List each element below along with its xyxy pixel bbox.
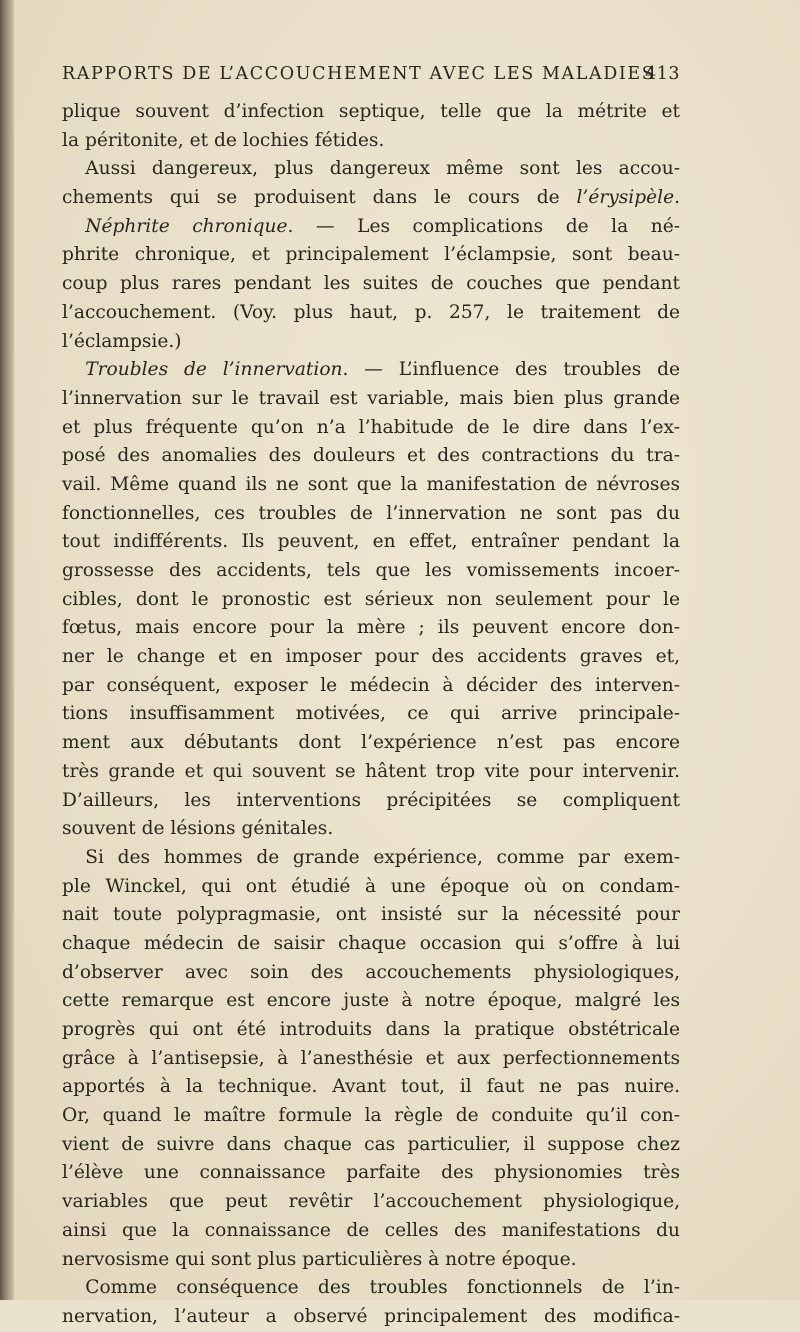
text-line: vient de suivre dans chaque cas particulier, il suppose chez xyxy=(62,1133,680,1155)
text-line: et plus fréquente qu’on n’a l’habitude de le dire dans l’ex- xyxy=(62,416,680,438)
text-line: l’innervation sur le travail est variable, mais bien plus grande xyxy=(62,387,680,409)
text-line: Si des hommes de grande expérience, comme par exem- xyxy=(85,846,680,868)
section-heading: Troubles de l’innervation xyxy=(85,359,343,381)
body-text xyxy=(62,98,680,1332)
text-line: la péritonite, et de lochies fétides. xyxy=(62,129,385,151)
text-line: chaque médecin de saisir chaque occasion qui s’offre à lui xyxy=(62,932,680,954)
text-line: d’observer avec soin des accouchements physiologiques, xyxy=(62,961,680,983)
text-line: coup plus rares pendant les suites de couches que pendant xyxy=(62,273,680,295)
text-line: l’éclampsie.) xyxy=(62,330,182,352)
text-line: tions insuffisamment motivées, ce qui arrive principale- xyxy=(62,703,680,725)
text-line: nervosisme qui sont plus particulières à notre époque. xyxy=(62,1248,577,1270)
text-line: chements qui se produisent dans le cours de l’érysipèle. xyxy=(62,187,680,209)
text-line: ple Winckel, qui ont étudié à une époque où on condam- xyxy=(62,875,680,897)
text-line: Or, quand le maître formule la règle de conduite qu’il con- xyxy=(62,1105,680,1127)
text-line: par conséquent, exposer le médecin à décider des interven- xyxy=(62,674,680,696)
text-line: fonctionnelles, ces troubles de l’innervation ne sont pas du xyxy=(62,502,680,524)
text-line: nervation, l’auteur a observé principalement des modifica- xyxy=(62,1305,680,1327)
emphasis-term: l’érysipèle xyxy=(576,187,675,209)
text-line: cette remarque est encore juste à notre époque, malgré les xyxy=(62,990,680,1012)
text-line: nait toute polypragmasie, ont insisté sur la nécessité pour xyxy=(62,904,680,926)
section-heading-line: Troubles de l’innervation. — L’influence des troubles de xyxy=(85,359,680,381)
text-line: ainsi que la connaissance de celles des manifestations du xyxy=(62,1219,680,1241)
text-line: fœtus, mais encore pour la mère ; ils peuvent encore don- xyxy=(62,617,680,639)
running-head-title: RAPPORTS DE L’ACCOUCHEMENT AVEC LES MALADIES xyxy=(62,64,656,84)
text-line: posé des anomalies des douleurs et des contractions du tra- xyxy=(62,445,680,467)
text-line: vail. Même quand ils ne sont que la manifestation de névroses xyxy=(62,473,680,495)
text-line: apportés à la technique. Avant tout, il faut ne pas nuire. xyxy=(62,1076,680,1098)
running-head xyxy=(62,64,680,90)
text-line: souvent de lésions génitales. xyxy=(62,818,334,840)
text-line: cibles, dont le pronostic est sérieux non seulement pour le xyxy=(62,588,680,610)
text-line: l’accouchement. (Voy. plus haut, p. 257, le traitement de xyxy=(62,301,680,323)
text-line: grâce à l’antisepsie, à l’anesthésie et aux perfectionnements xyxy=(62,1047,680,1069)
text-line: Comme conséquence des troubles fonctionnels de l’in- xyxy=(85,1277,680,1299)
text-line: variables que peut revêtir l’accouchement physiologique, xyxy=(62,1191,680,1213)
page-number: 413 xyxy=(645,64,680,84)
text-line: phrite chronique, et principalement l’éclampsie, sont beau- xyxy=(62,244,680,266)
text-line: ment aux débutants dont l’expérience n’est pas encore xyxy=(62,732,680,754)
text-line: très grande et qui souvent se hâtent trop vite pour intervenir. xyxy=(62,760,680,782)
page-gutter-shadow xyxy=(0,0,14,1300)
text-line: tout indifférents. Ils peuvent, en effet, entraîner pendant la xyxy=(62,531,680,553)
text-line: grossesse des accidents, tels que les vomissements incoer- xyxy=(62,560,680,581)
text-line: l’élève une connaissance parfaite des physionomies très xyxy=(62,1162,680,1184)
text-line: ner le change et en imposer pour des accidents graves et, xyxy=(62,646,680,668)
section-heading: Néphrite chronique xyxy=(85,215,288,237)
text-line: D’ailleurs, les interventions précipitées se compliquent xyxy=(62,789,680,811)
text-line: Aussi dangereux, plus dangereux même sont les accou- xyxy=(85,158,680,180)
text-line: progrès qui ont été introduits dans la pratique obstétricale xyxy=(62,1019,680,1040)
text-line: plique souvent d’infection septique, telle que la métrite et xyxy=(62,101,680,122)
section-heading-line: Néphrite chronique. — Les complications de la né- xyxy=(85,215,680,237)
